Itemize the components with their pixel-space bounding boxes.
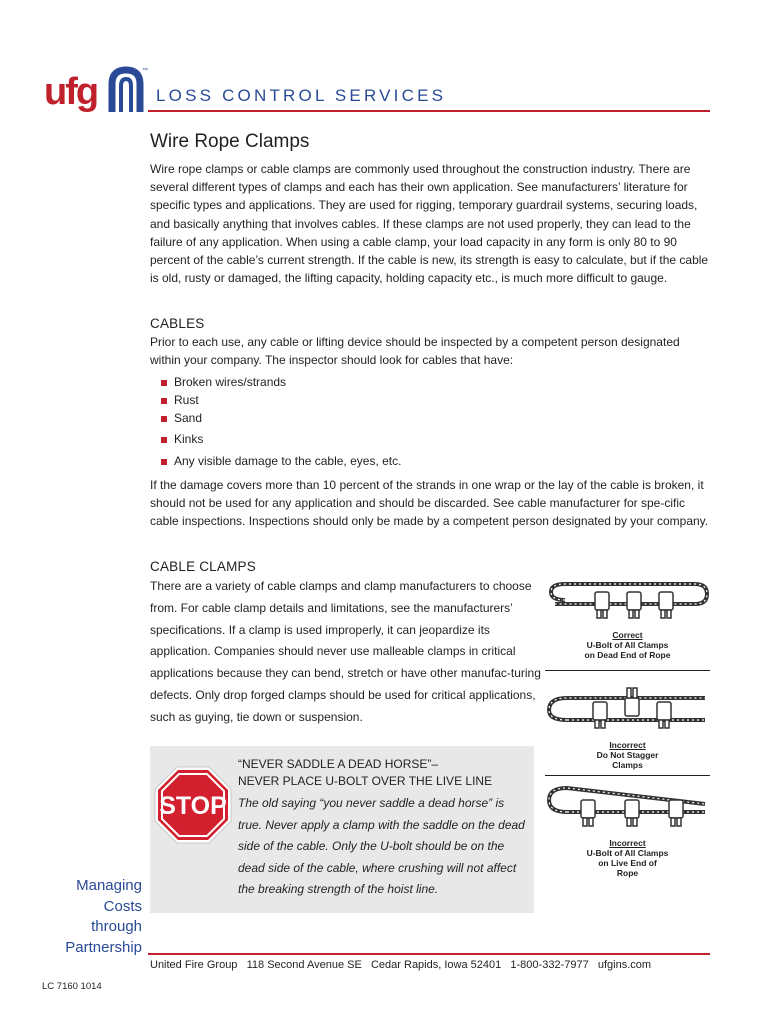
tagline: Managing Costs through Partnership — [65, 877, 142, 956]
wire-rope-stagger-illustration — [545, 686, 710, 738]
document-code: LC 7160 1014 — [42, 981, 102, 992]
figure-caption: Incorrect U-Bolt of All Clamps on Live End of Rope — [586, 838, 669, 878]
figure-divider — [545, 670, 710, 671]
bullet-square-icon — [161, 459, 167, 465]
logo-trademark: ™ — [142, 68, 148, 74]
cables-heading: CABLES — [150, 316, 205, 331]
stop-sign-text: STOP — [159, 792, 227, 820]
intro-paragraph: Wire rope clamps or cable clamps are commonly used throughout the construction industry. There are several different types of clamps and each has their own application. See manufacturers’ literature for specific types and applications. They are used for rigging, temporary guardrail systems, securing loads, and basically anything that involves cables. If these clamps are not used properly, they can lead to the failure of any application. When using a cable clamp, your load capacity in any form is only 80 to 90 percent of the cable’s current strength. If the cable is new, its strength is easy to calculate, but if the cable is old, rusty or damaged, the lifting capacity, holding capacity etc., is much more difficult to gauge. — [150, 162, 709, 286]
bullet-square-icon — [161, 437, 167, 443]
figure-divider — [545, 775, 710, 776]
bullet-square-icon — [161, 380, 167, 386]
cable-clamps-paragraph: There are a variety of cable clamps and clamp manufacturers to choose from. For cable clamp details and limitations, see the manufacturers’ specifications. If a clamp is used improperly, it can jeopardize its application. Companies should never use malleable clamps in critical applications because they can bend, stretch or have other manufac-turing defects. Only drop forged clamps should be used for critical applications, such as guying, tie down or suspension. — [150, 579, 541, 724]
footer-org: United Fire Group — [150, 959, 238, 971]
bullet-square-icon — [161, 416, 167, 422]
header-title: LOSS CONTROL SERVICES — [156, 86, 447, 105]
cables-follow-paragraph: If the damage covers more than 10 percent of the strands in one wrap or the lay of the cable is broken, it should not be used for any application and should be discarded. See cable manufacturer for spe-cific cable inspections. Inspections should only be made by a competent person designated by your company. — [150, 478, 709, 529]
bullet-square-icon — [161, 398, 167, 404]
footer-website: ufgins.com — [597, 959, 652, 971]
figure-incorrect-live-end — [545, 782, 710, 878]
cables-bullet-list — [160, 375, 401, 472]
logo-text: ufg — [44, 71, 98, 113]
list-item: Any visible damage to the cable, eyes, etc. — [160, 454, 401, 472]
footer-phone: 1-800-332-7977 — [510, 959, 589, 971]
warning-quote: The old saying “you never saddle a dead horse” is true. Never apply a clamp with the saddle on the dead side of the cable. Only the U-bolt should be on the dead side of the cable, where crushing will not affect the breaking strength of the hoist line. — [238, 796, 525, 897]
figure-caption: Incorrect Do Not Stagger Clamps — [596, 740, 659, 770]
figure-incorrect-stagger — [545, 686, 710, 770]
list-item: Broken wires/strands — [160, 375, 401, 393]
footer-contact — [150, 959, 651, 971]
warning-headline: “NEVER SADDLE A DEAD HORSE”– — [238, 757, 439, 771]
figure-caption: Correct U-Bolt of All Clamps on Dead End of Rope — [584, 630, 671, 660]
wire-rope-live-end-illustration — [545, 782, 710, 836]
footer-city: Cedar Rapids, Iowa 52401 — [370, 959, 502, 971]
list-item: Kinks — [160, 432, 401, 454]
warning-subheadline: NEVER PLACE U-BOLT OVER THE LIVE LINE — [238, 774, 493, 788]
footer-rule — [148, 953, 710, 955]
list-item: Rust — [160, 393, 401, 411]
header-rule — [148, 110, 710, 112]
figure-correct-clamps — [545, 578, 710, 660]
footer-address: 118 Second Avenue SE — [246, 959, 362, 971]
stop-sign-icon — [154, 766, 232, 844]
wire-rope-correct-illustration — [545, 578, 710, 628]
page-title: Wire Rope Clamps — [150, 131, 310, 152]
list-item: Sand — [160, 411, 401, 432]
cable-clamps-heading: CABLE CLAMPS — [150, 559, 256, 574]
cables-lead-paragraph: Prior to each use, any cable or lifting device should be inspected by a competent person designated within your company. The inspector should look for cables that have: — [150, 335, 680, 368]
